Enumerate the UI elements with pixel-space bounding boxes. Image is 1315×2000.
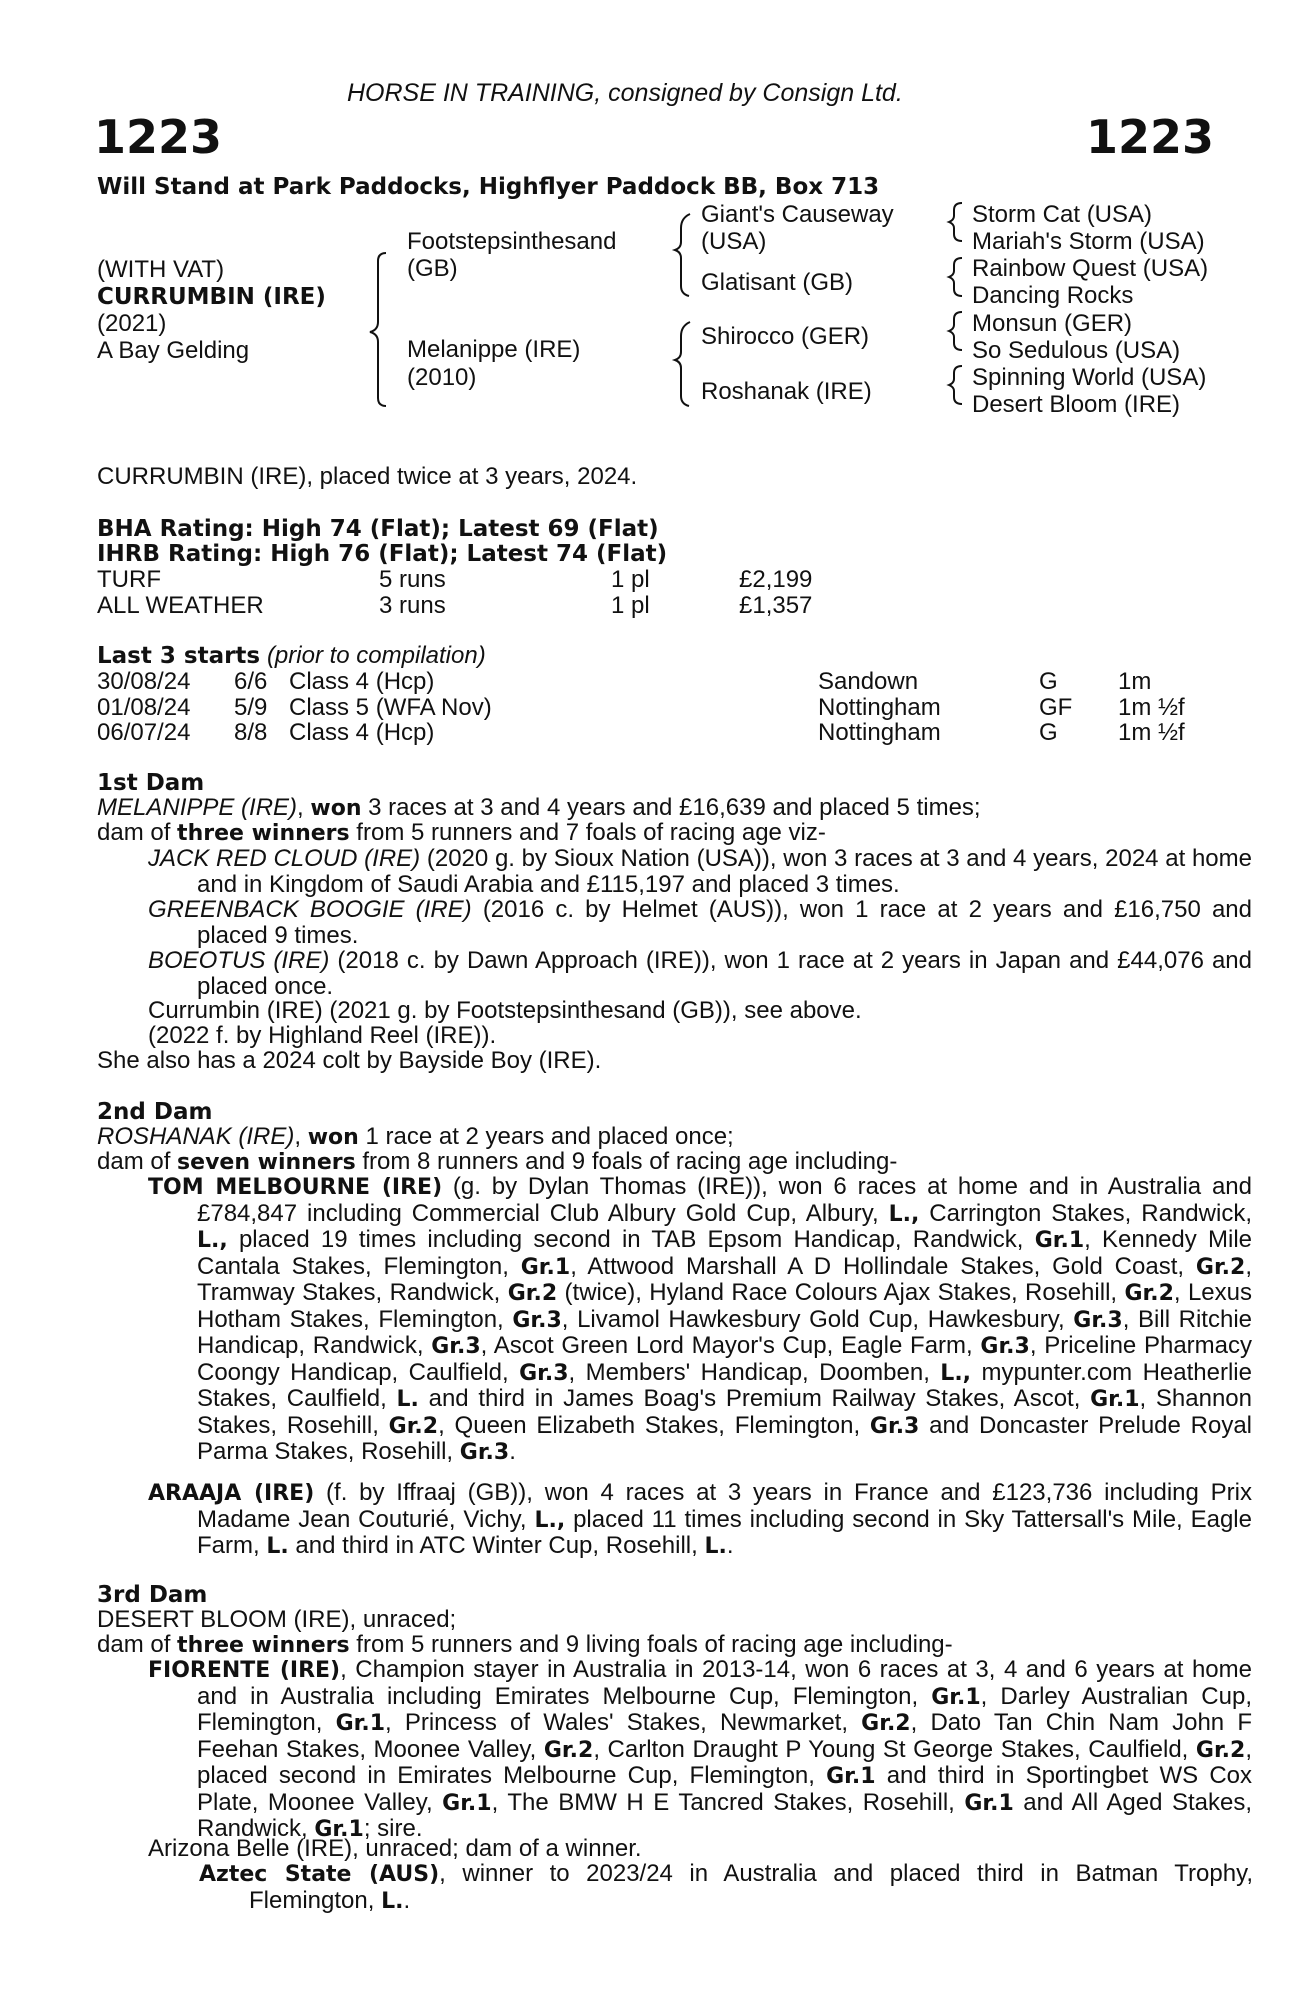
sire-origin: (GB) [407,255,458,282]
progeny-2024-colt: She also has a 2024 colt by Bayside Boy (IRE). [97,1047,602,1074]
record-runs: 3 runs [379,592,446,619]
record-placed: 1 pl [611,592,650,619]
horse-name: CURRUMBIN (IRE) [97,284,326,310]
gen4-5: Monsun (GER) [972,310,1133,337]
first-dam-heading: 1st Dam [97,770,205,796]
gen4-2: Mariah's Storm (USA) [972,228,1205,255]
progeny-aztec-state: Aztec State (AUS), winner to 2023/24 in Australia and placed third in Batman Trophy, Flemington, L.. [199,1860,1253,1914]
ihrb-rating: IHRB Rating: High 76 (Flat); Latest 74 (Flat) [97,541,668,567]
brace-sire-dam [370,253,386,406]
gen4-3: Rainbow Quest (USA) [972,255,1209,282]
progeny-tom-melbourne: TOM MELBOURNE (IRE) (g. by Dylan Thomas (IRE)), won 6 races at home and in Australia and £784,847 including Commercial Club Albury Gold Cup, Albury, L., Carrington Stakes, Randwick, L., placed 19 times including second in TAB Epsom Handicap, Randwick, Gr.1, Kennedy Mile Cantala Stakes, Flemington, Gr.1, Attwood Marshall A D Hollindale Stakes, Gold Coast, Gr.2, Tramway Stakes, Randwick, Gr.2 (twice), Hyland Race Colours Ajax Stakes, Rosehill, Gr.2, Lexus Hotham Stakes, Flemington, Gr.3, Livamol Hawkesbury Gold Cup, Hawkesbury, Gr.3, Bill Ritchie Handicap, Randwick, Gr.3, Ascot Green Lord Mayor's Cup, Eagle Farm, Gr.3, Priceline Pharmacy Coongy Handicap, Caulfield, Gr.3, Members' Handicap, Doomben, L., mypunter.com Heatherlie Stakes, Caulfield, L. and third in James Boag's Premium Railway Stakes, Ascot, Gr.1, Shannon Stakes, Rosehill, Gr.2, Queen Elizabeth Stakes, Flemington, Gr.3 and Doncaster Prelude Royal Parma Stakes, Rosehill, Gr.3. [148,1173,1253,1465]
dam-dam-name: Roshanak (IRE) [701,378,872,405]
progeny-araaja: ARAAJA (IRE) (f. by Iffraaj (GB)), won 4 races at 3 years in France and £123,736 including Prix Madame Jean Couturié, Vichy, L., placed 11 times including second in Sky Tattersall's Mile, Eagle Farm, L. and third in ATC Winter Cup, Rosehill, L.. [148,1479,1252,1559]
brace-dam-line [675,322,690,406]
record-row-aw [97,592,1202,618]
dam-name: Melanippe (IRE) [407,336,581,363]
horse-year: (2021) [97,310,167,337]
third-dam-produce-summary: dam of three winners from 5 runners and 9 living foals of racing age including- [97,1631,953,1658]
gen4-8: Desert Bloom (IRE) [972,391,1181,418]
start-row: 01/08/24 5/9 Class 5 (WFA Nov) Nottingham GF 1m ½f [97,694,1185,721]
progeny-greenback-boogie: GREENBACK BOOGIE (IRE) (2016 c. by Helmet (AUS)), won 1 race at 2 years and £16,750 and placed 9 times. [148,896,1253,949]
lot-number-right: 1223 [1086,110,1215,164]
progeny-2022-filly: (2022 f. by Highland Reel (IRE)). [148,1022,497,1049]
third-dam-heading: 3rd Dam [97,1582,208,1608]
progeny-boeotus: BOEOTUS (IRE) (2018 c. by Dawn Approach (IRE)), won 1 race at 2 years in Japan and £44,076 and placed once. [148,947,1252,1000]
bha-rating: BHA Rating: High 74 (Flat); Latest 69 (Flat) [97,516,659,542]
dam-year: (2010) [407,364,477,391]
horse-description: A Bay Gelding [97,337,250,364]
second-dam-heading: 2nd Dam [97,1099,213,1125]
gen4-7: Spinning World (USA) [972,364,1207,391]
start-row: 06/07/24 8/8 Class 4 (Hcp) Nottingham G 1m ½f [97,719,1185,746]
gen4-4: Dancing Rocks [972,282,1134,309]
page-subtitle: HORSE IN TRAINING, consigned by Consign Ltd. [347,79,903,107]
record-runs: 5 runs [379,566,446,593]
progeny-jack-red-cloud: JACK RED CLOUD (IRE) (2020 g. by Sioux Nation (USA)), won 3 races at 3 and 4 years, 2024 at home and in Kingdom of Saudi Arabia and £115,197 and placed 3 times. [148,845,1252,898]
vat-label: (WITH VAT) [97,256,225,283]
second-dam-produce-summary: dam of seven winners from 8 runners and 9 foals of racing age including- [97,1148,898,1175]
record-surface: ALL WEATHER [97,592,264,619]
gen4-1: Storm Cat (USA) [972,201,1153,228]
start-row: 30/08/24 6/6 Class 4 (Hcp) Sandown G 1m [97,668,1152,695]
record-row-turf [97,566,1202,592]
progeny-fiorente: FIORENTE (IRE), Champion stayer in Australia in 2013-14, won 6 races at 3, 4 and 6 years at home and in Australia including Emirates Melbourne Cup, Flemington, Gr.1, Darley Australian Cup, Flemington, Gr.1, Princess of Wales' Stakes, Newmarket, Gr.2, Dato Tan Chin Nam John F Feehan Stakes, Moonee Valley, Gr.2, Carlton Draught P Young St George Stakes, Caulfield, Gr.2, placed second in Emirates Melbourne Cup, Flemington, Gr.1 and third in Sportingbet WS Cox Plate, Moonee Valley, Gr.1, The BMW H E Tancred Stakes, Rosehill, Gr.1 and All Aged Stakes, Randwick, Gr.1; sire. [148,1656,1253,1842]
sire-sire-name: Giant's Causeway [701,201,894,228]
record-prize: £2,199 [739,566,813,593]
record-surface: TURF [97,566,161,593]
third-dam-record: DESERT BLOOM (IRE), unraced; [97,1606,457,1633]
second-dam-record: ROSHANAK (IRE), won 1 race at 2 years and placed once; [97,1123,734,1150]
dam-sire-name: Shirocco (GER) [701,323,870,350]
gen4-6: So Sedulous (USA) [972,337,1181,364]
record-prize: £1,357 [739,592,813,619]
sire-sire-origin: (USA) [701,228,767,255]
brace-sire-line [675,214,690,296]
lot-number-left: 1223 [94,110,223,164]
first-dam-record: MELANIPPE (IRE), won 3 races at 3 and 4 years and £16,639 and placed 5 times; [97,794,981,821]
progeny-currumbin: Currumbin (IRE) (2021 g. by Footstepsinthesand (GB)), see above. [148,997,862,1024]
progeny-arizona-belle: Arizona Belle (IRE), unraced; dam of a winner. [148,1835,642,1862]
record-placed: 1 pl [611,566,650,593]
last-starts-heading: Last 3 starts (prior to compilation) [97,642,486,669]
sire-dam-name: Glatisant (GB) [701,269,854,296]
sire-name: Footstepsinthesand [407,228,617,255]
first-dam-produce-summary: dam of three winners from 5 runners and 7 foals of racing age viz- [97,819,826,846]
race-summary: CURRUMBIN (IRE), placed twice at 3 years, 2024. [97,463,638,490]
stand-location: Will Stand at Park Paddocks, Highflyer Paddock BB, Box 713 [97,174,880,200]
